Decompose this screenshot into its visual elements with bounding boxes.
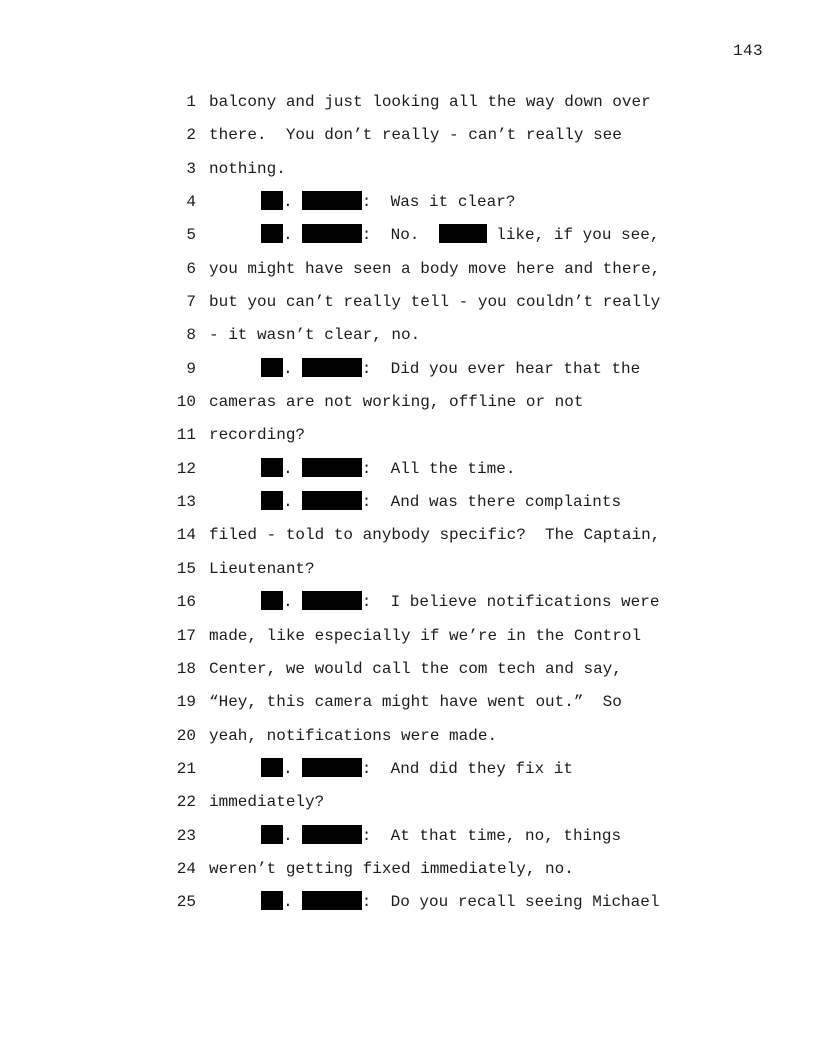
redaction-box bbox=[302, 191, 362, 210]
line-number: 3 bbox=[186, 159, 196, 178]
redaction-box bbox=[261, 758, 283, 777]
redaction-box bbox=[261, 191, 283, 210]
line-number: 17 bbox=[176, 626, 196, 645]
transcript-line bbox=[0, 620, 816, 653]
redaction-box bbox=[261, 458, 283, 477]
transcript-text: there. You don’t really - can’t really see bbox=[209, 126, 622, 145]
redaction-box bbox=[261, 591, 283, 610]
line-number: 21 bbox=[176, 759, 196, 778]
line-number: 7 bbox=[186, 293, 196, 312]
transcript-text: cameras are not working, offline or not bbox=[209, 393, 584, 412]
page-number: 143 bbox=[732, 42, 763, 60]
transcript-line bbox=[0, 319, 816, 352]
transcript-text: . bbox=[283, 193, 303, 212]
transcript-text: recording? bbox=[209, 426, 306, 445]
transcript-text: yeah, notifications were made. bbox=[209, 726, 498, 745]
transcript-line bbox=[0, 686, 816, 719]
transcript-line bbox=[0, 853, 816, 886]
transcript-line bbox=[0, 753, 816, 786]
transcript-line bbox=[0, 253, 816, 286]
transcript-text: : I believe notifications were bbox=[361, 593, 660, 612]
line-number: 24 bbox=[176, 859, 196, 878]
redaction-box bbox=[261, 491, 283, 510]
transcript-text: : Was it clear? bbox=[361, 193, 516, 212]
transcript-text: you might have seen a body move here and there, bbox=[209, 259, 661, 278]
transcript-line bbox=[0, 186, 816, 219]
transcript-line bbox=[0, 886, 816, 919]
transcript-text: : No. bbox=[361, 226, 439, 245]
transcript-text: Center, we would call the com tech and say, bbox=[209, 659, 622, 678]
transcript-text: filed - told to anybody specific? The Captain, bbox=[209, 526, 661, 545]
line-number: 15 bbox=[176, 559, 196, 578]
transcript-text: : And did they fix it bbox=[361, 759, 574, 778]
line-number: 11 bbox=[176, 426, 196, 445]
transcript-line bbox=[0, 786, 816, 819]
transcript-text: . bbox=[283, 759, 303, 778]
line-number: 14 bbox=[176, 526, 196, 545]
line-number: 5 bbox=[186, 226, 196, 245]
transcript-text: immediately? bbox=[209, 793, 325, 812]
transcript-text: : All the time. bbox=[361, 459, 516, 478]
transcript-text: . bbox=[283, 493, 303, 512]
line-number: 9 bbox=[186, 359, 196, 378]
redaction-box bbox=[302, 358, 362, 377]
transcript-line bbox=[0, 820, 816, 853]
redaction-box bbox=[302, 891, 362, 910]
line-number: 13 bbox=[176, 493, 196, 512]
transcript-text: balcony and just looking all the way down over bbox=[209, 93, 651, 111]
transcript-text: : And was there complaints bbox=[361, 493, 622, 512]
transcript-text: : At that time, no, things bbox=[361, 826, 622, 845]
transcript-line bbox=[0, 119, 816, 152]
line-number: 4 bbox=[186, 193, 196, 212]
redaction-box bbox=[302, 224, 362, 243]
redaction-box bbox=[261, 224, 283, 243]
transcript-text: made, like especially if we’re in the Control bbox=[209, 626, 642, 645]
transcript-line bbox=[0, 720, 816, 753]
transcript-line bbox=[0, 519, 816, 552]
line-number: 16 bbox=[176, 593, 196, 612]
line-number: 22 bbox=[176, 793, 196, 812]
line-number: 23 bbox=[176, 826, 196, 845]
redaction-box bbox=[261, 825, 283, 844]
transcript-line bbox=[0, 419, 816, 452]
transcript-text: . bbox=[283, 826, 303, 845]
transcript-text: . bbox=[283, 593, 303, 612]
line-number: 8 bbox=[186, 326, 196, 345]
transcript-line bbox=[0, 586, 816, 619]
line-number: 19 bbox=[176, 693, 196, 712]
redaction-box bbox=[302, 825, 362, 844]
line-number: 25 bbox=[176, 893, 196, 912]
line-number: 20 bbox=[176, 726, 196, 745]
transcript-text: . bbox=[283, 359, 303, 378]
redaction-box bbox=[302, 458, 362, 477]
transcript bbox=[0, 86, 816, 920]
line-number: 1 bbox=[186, 93, 196, 111]
transcript-line bbox=[0, 153, 816, 186]
line-number: 18 bbox=[176, 659, 196, 678]
transcript-text: like, if you see, bbox=[486, 226, 660, 245]
transcript-line bbox=[0, 486, 816, 519]
redaction-box bbox=[302, 491, 362, 510]
redaction-box bbox=[439, 224, 487, 243]
transcript-text: . bbox=[283, 893, 303, 912]
redaction-box bbox=[302, 591, 362, 610]
redaction-box bbox=[302, 758, 362, 777]
transcript-text: : Did you ever hear that the bbox=[361, 359, 641, 378]
transcript-line bbox=[0, 386, 816, 419]
transcript-text: nothing. bbox=[209, 159, 286, 178]
redaction-box bbox=[261, 891, 283, 910]
transcript-text: weren’t getting fixed immediately, no. bbox=[209, 859, 574, 878]
transcript-line bbox=[0, 453, 816, 486]
line-number: 6 bbox=[186, 259, 196, 278]
transcript-text: . bbox=[283, 226, 303, 245]
transcript-line bbox=[0, 219, 816, 252]
transcript-text: Lieutenant? bbox=[209, 559, 315, 578]
transcript-text: but you can’t really tell - you couldn’t really bbox=[209, 293, 661, 312]
transcript-text: : Do you recall seeing Michael bbox=[361, 893, 660, 912]
transcript-line bbox=[0, 553, 816, 586]
transcript-text: “Hey, this camera might have went out.” So bbox=[209, 693, 622, 712]
redaction-box bbox=[261, 358, 283, 377]
transcript-text: . bbox=[283, 459, 303, 478]
transcript-line bbox=[0, 353, 816, 386]
transcript-text: - it wasn’t clear, no. bbox=[209, 326, 421, 345]
line-number: 10 bbox=[176, 393, 196, 412]
transcript-line bbox=[0, 653, 816, 686]
line-number: 12 bbox=[176, 459, 196, 478]
transcript-line bbox=[0, 86, 816, 119]
transcript-line bbox=[0, 286, 816, 319]
line-number: 2 bbox=[186, 126, 196, 145]
